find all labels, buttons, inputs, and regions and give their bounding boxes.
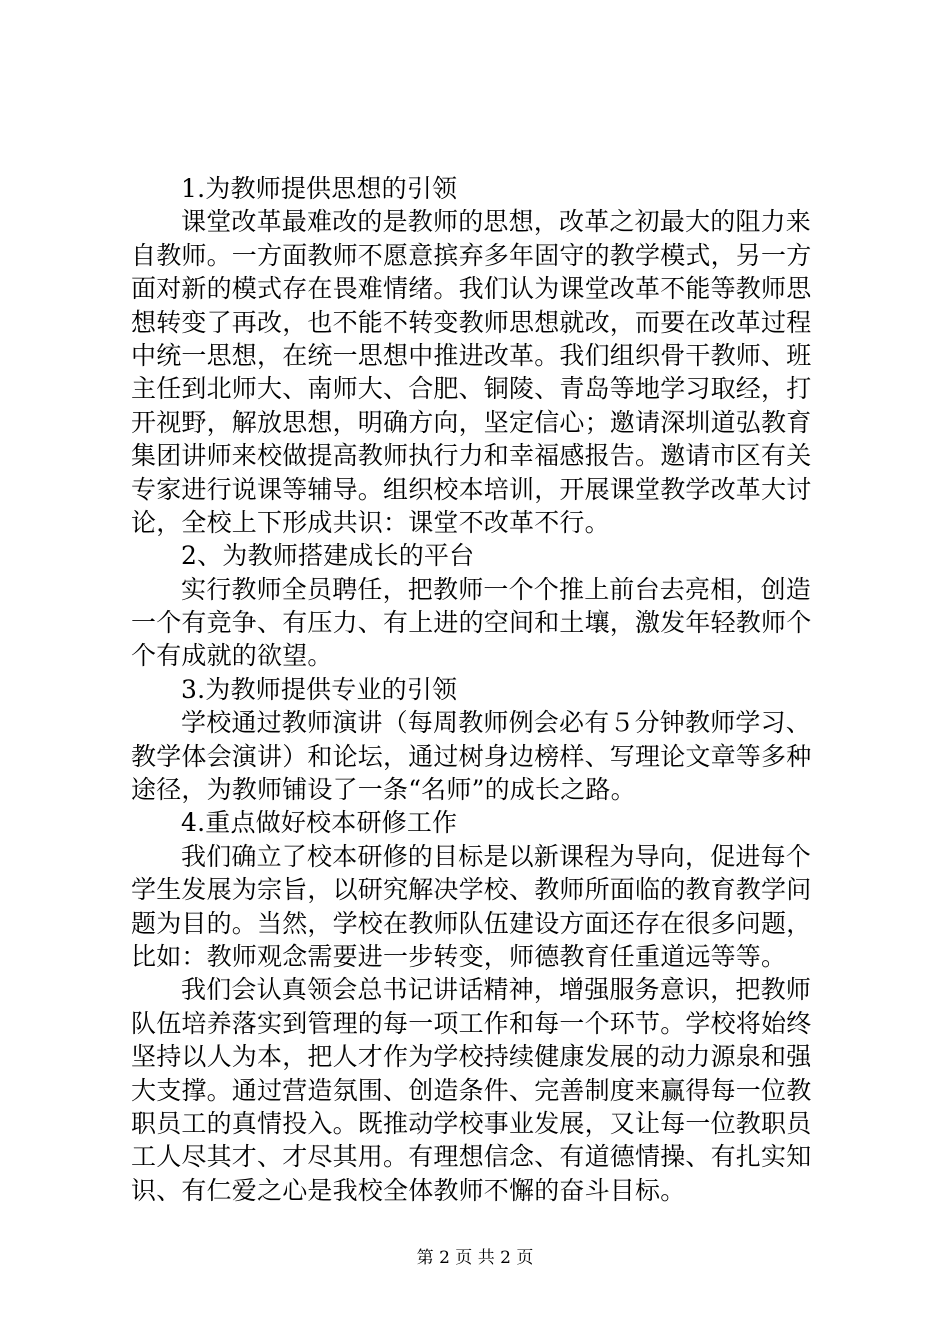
paragraph-line: 学生发展为宗旨，以研究解决学校、教师所面临的教育教学问	[131, 875, 812, 905]
heading-2: 2、为教师搭建成长的平台	[181, 541, 475, 571]
paragraph-line: 工人尽其才、才尽其用。有理想信念、有道德情操、有扎实知	[131, 1142, 812, 1172]
paragraph-line: 一个有竞争、有压力、有上进的空间和土壤，激发年轻教师个	[131, 608, 812, 638]
paragraph-line: 开视野，解放思想，明确方向，坚定信心；邀请深圳道弘教育	[131, 407, 812, 437]
paragraph-line: 主任到北师大、南师大、合肥、铜陵、青岛等地学习取经，打	[131, 374, 812, 404]
paragraph-line: 个有成就的欲望。	[131, 641, 333, 671]
paragraph-line: 题为目的。当然，学校在教师队伍建设方面还存在很多问题，	[131, 908, 812, 938]
page-footer	[0, 1247, 950, 1269]
paragraph-line: 职员工的真情投入。既推动学校事业发展，又让每一位教职员	[131, 1108, 812, 1138]
paragraph-line: 队伍培养落实到管理的每一项工作和每一个环节。学校将始终	[131, 1008, 812, 1038]
heading-3: 3.为教师提供专业的引领	[181, 674, 458, 704]
paragraph-line: 坚持以人为本，把人才作为学校持续健康发展的动力源泉和强	[131, 1042, 812, 1072]
paragraph-line: 比如：教师观念需要进一步转变，师德教育任重道远等等。	[131, 941, 787, 971]
paragraph-line: 课堂改革最难改的是教师的思想，改革之初最大的阻力来	[181, 207, 812, 237]
paragraph-line: 教学体会演讲）和论坛，通过树身边榜样、写理论文章等多种	[131, 741, 812, 771]
paragraph-line: 我们会认真领会总书记讲话精神，增强服务意识，把教师	[181, 975, 812, 1005]
heading-4: 4.重点做好校本研修工作	[181, 808, 458, 838]
paragraph-line: 想转变了再改，也不能不转变教师思想就改，而要在改革过程	[131, 307, 812, 337]
paragraph-line: 大支撑。通过营造氛围、创造条件、完善制度来赢得每一位教	[131, 1075, 812, 1105]
paragraph-line: 专家进行说课等辅导。组织校本培训，开展课堂教学改革大讨	[131, 474, 812, 504]
paragraph-line: 集团讲师来校做提高教师执行力和幸福感报告。邀请市区有关	[131, 441, 812, 471]
paragraph-line: 识、有仁爱之心是我校全体教师不懈的奋斗目标。	[131, 1175, 686, 1205]
paragraph-line: 中统一思想，在统一思想中推进改革。我们组织骨干教师、班	[131, 340, 812, 370]
paragraph-line: 自教师。一方面教师不愿意摈弃多年固守的教学模式，另一方	[131, 240, 812, 270]
paragraph-line: 面对新的模式存在畏难情绪。我们认为课堂改革不能等教师思	[131, 274, 812, 304]
heading-1: 1.为教师提供思想的引领	[181, 174, 458, 203]
paragraph-line: 途径，为教师铺设了一条“名师”的成长之路。	[131, 775, 636, 805]
document-body	[131, 172, 831, 1207]
paragraph-line: 论，全校上下形成共识：课堂不改革不行。	[131, 507, 610, 537]
paragraph-line: 我们确立了校本研修的目标是以新课程为导向，促进每个	[181, 841, 812, 871]
page-number-label: 第 2 页 共 2 页	[416, 1248, 534, 1268]
paragraph-line: 学校通过教师演讲（每周教师例会必有５分钟教师学习、	[181, 708, 812, 738]
paragraph-line: 实行教师全员聘任，把教师一个个推上前台去亮相，创造	[181, 574, 812, 604]
